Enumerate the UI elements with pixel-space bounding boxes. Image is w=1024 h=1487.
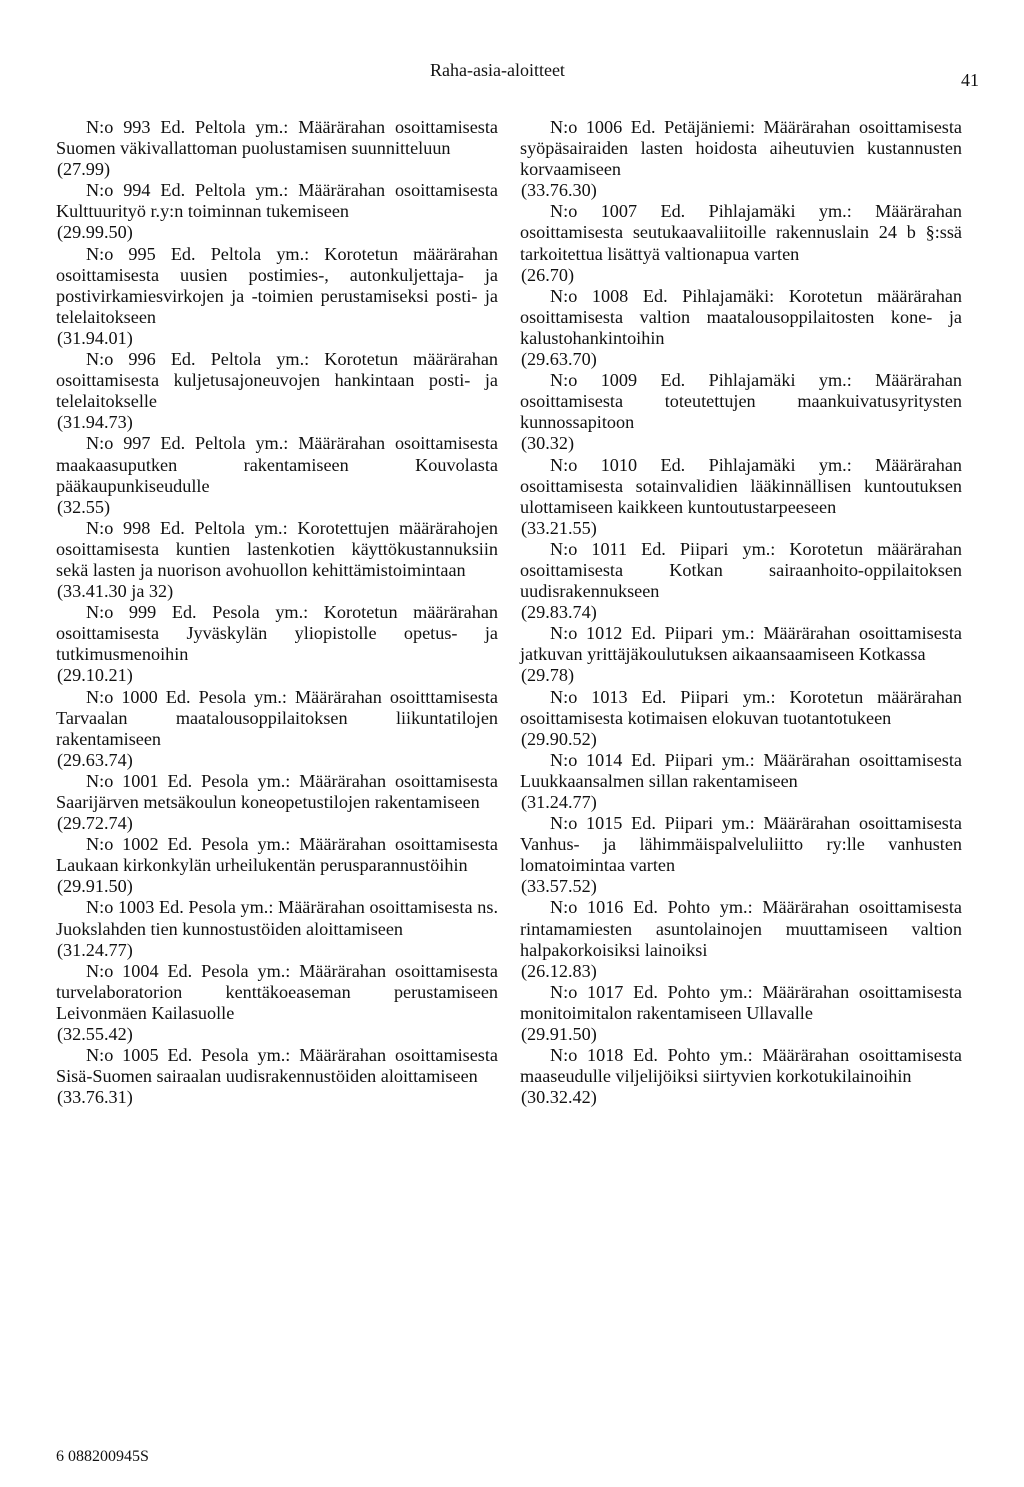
initiative-title: N:o 994 Ed. Peltola ym.: Määrärahan osoittamisesta Kulttuurityö r.y:n toiminnan tukemiseen [56,180,498,222]
initiative-title: N:o 1001 Ed. Pesola ym.: Määrärahan osoittamisesta Saarijärven metsäkoulun koneopetustilojen rakentamiseen [56,770,498,812]
budget-code: (31.94.73) [57,412,133,433]
initiative-title: N:o 1010 Ed. Pihlajamäki ym.: Määrärahan osoittamisesta sotainvalidien lääkinnällisen kuntoutuksen ulottamiseen kaikkeen kuntoutustarpeeseen [520,454,962,517]
initiative-title: N:o 1014 Ed. Piipari ym.: Määrärahan osoittamisesta Luukkaansalmen sillan rakentamiseen [520,749,962,791]
budget-code: (29.91.50) [57,876,133,897]
initiative-entry [56,687,498,771]
budget-code: (29.63.74) [57,749,133,770]
initiative-entry [56,433,498,517]
initiative-entry [520,455,962,539]
initiative-title: N:o 1007 Ed. Pihlajamäki ym.: Määrärahan osoittamisesta seutukaavaliitoille rakennuslain 24 b §:ssä tarkoitettua lisättyä valtionapua varten [520,201,962,264]
budget-code: (33.21.55) [521,517,597,538]
initiative-entry [520,117,962,201]
budget-code: (31.24.77) [57,939,133,960]
initiative-entry [56,961,498,1045]
budget-code: (32.55.42) [57,1024,133,1045]
initiative-entry [520,982,962,1045]
budget-code: (29.91.50) [521,1024,597,1045]
initiative-entry [56,349,498,433]
initiative-entry [56,897,498,960]
initiative-title: N:o 1013 Ed. Piipari ym.: Korotetun määrärahan osoittamisesta kotimaisen elokuvan tuotantotukeen [520,686,962,728]
right-column [520,117,962,1108]
initiative-title: N:o 1018 Ed. Pohto ym.: Määrärahan osoittamisesta maaseudulle viljelijöiksi siirtyvien korkotukilainoihin [520,1045,962,1087]
page-header [0,60,1024,90]
initiative-entry [56,602,498,686]
initiative-title: N:o 995 Ed. Peltola ym.: Korotetun määrärahan osoittamisesta uusien postimies-, autonkuljettaja- ja postivirkamiesvirkojen ja -toimien perustamiseksi posti- ja telelaitokseen [56,243,498,327]
budget-code: (33.76.30) [521,180,597,201]
initiative-entry [56,244,498,349]
budget-code: (32.55) [57,496,111,517]
initiative-title: N:o 1016 Ed. Pohto ym.: Määrärahan osoittamisesta rintamamiesten asuntolainojen muuttamiseen valtion halpakorkoisiksi lainoiksi [520,897,962,960]
initiative-title: N:o 1006 Ed. Petäjäniemi: Määrärahan osoittamisesta syöpäsairaiden lasten hoidosta aiheutuvien kustannusten korvaamiseen [520,117,962,180]
printing-signature: 6 088200945S [56,1448,149,1465]
initiative-title: N:o 1004 Ed. Pesola ym.: Määrärahan osoittamisesta turvelaboratorion kenttäkoeaseman perustamiseen Leivonmäen Kailasuolle [56,960,498,1023]
budget-code: (31.94.01) [57,327,133,348]
initiative-entry [56,180,498,243]
budget-code: (29.78) [521,665,575,686]
initiative-title: N:o 1009 Ed. Pihlajamäki ym.: Määrärahan osoittamisesta toteutettujen maankuivatusyritysten kunnossapitoon [520,370,962,433]
budget-code: (33.57.52) [521,876,597,897]
initiative-title: N:o 1002 Ed. Pesola ym.: Määrärahan osoittamisesta Laukaan kirkonkylän urheilukentän perusparannustöihin [56,834,498,876]
initiative-entry [520,539,962,623]
budget-code: (29.90.52) [521,728,597,749]
initiative-title: N:o 1003 Ed. Pesola ym.: Määrärahan osoittamisesta ns. Juokslahden tien kunnostustöiden aloittamiseen [56,897,498,939]
initiative-entry [56,834,498,897]
initiative-title: N:o 1011 Ed. Piipari ym.: Korotetun määrärahan osoittamisesta Kotkan sairaanhoito-oppilaitoksen uudisrakennukseen [520,538,962,602]
initiative-title: N:o 1008 Ed. Pihlajamäki: Korotetun määrärahan osoittamisesta valtion maatalousoppilaitosten kone- ja kalustohankintoihin [520,285,962,348]
initiative-entry [56,1045,498,1108]
budget-code: (29.72.74) [57,813,133,834]
initiative-entry [520,623,962,686]
initiative-title: N:o 997 Ed. Peltola ym.: Määrärahan osoittamisesta maakaasuputken rakentamiseen Kouvolasta pääkaupunkiseudulle [56,433,498,496]
initiative-entry [520,1045,962,1108]
initiative-entry [56,117,498,180]
initiative-title: N:o 993 Ed. Peltola ym.: Määrärahan osoittamisesta Suomen väkivallattoman puolustamisen suunnitteluun [56,117,498,159]
initiative-entry [520,201,962,285]
initiative-title: N:o 996 Ed. Peltola ym.: Korotetun määrärahan osoittamisesta kuljetusajoneuvojen hankintaan posti- ja telelaitokselle [56,349,498,412]
budget-code: (29.83.74) [521,602,597,623]
budget-code: (29.10.21) [57,665,133,686]
budget-code: (30.32) [521,433,575,454]
budget-code: (29.99.50) [57,222,133,243]
budget-code: (33.41.30 ja 32) [57,581,174,602]
budget-code: (27.99) [57,159,111,180]
initiative-entry [520,687,962,750]
budget-code: (33.76.31) [57,1087,133,1108]
initiative-title: N:o 1015 Ed. Piipari ym.: Määrärahan osoittamisesta Vanhus- ja lähimmäispalveluliitto ry:lle vanhusten lomatoimintaa varten [520,813,962,876]
budget-code: (31.24.77) [521,792,597,812]
initiative-entry [520,813,962,897]
initiative-title: N:o 1005 Ed. Pesola ym.: Määrärahan osoittamisesta Sisä-Suomen sairaalan uudisrakennustöiden aloittamiseen [56,1045,498,1087]
initiative-entry [56,771,498,834]
budget-code: (26.12.83) [521,960,597,981]
initiative-entry [520,370,962,454]
initiative-title: N:o 1017 Ed. Pohto ym.: Määrärahan osoittamisesta monitoimitalon rakentamiseen Ullavalle [520,981,962,1023]
running-title: Raha-asia-aloitteet [430,60,565,80]
initiative-entry [520,286,962,370]
page-number: 41 [961,70,979,90]
initiative-title: N:o 998 Ed. Peltola ym.: Korotettujen määrärahojen osoittamisesta kuntien lastenkotien käyttökustannuksiin sekä lasten ja nuorison avohuollon kehittämistoimintaan [56,517,498,580]
initiative-title: N:o 999 Ed. Pesola ym.: Korotetun määrärahan osoittamisesta Jyväskylän yliopistolle opetus- ja tutkimusmenoihin [56,602,498,665]
budget-code: (26.70) [521,264,575,285]
initiative-title: N:o 1000 Ed. Pesola ym.: Määrärahan osoitttamisesta Tarvaalan maatalousoppilaitoksen liikuntatilojen rakentamiseen [56,686,498,749]
initiative-entry [56,518,498,602]
initiative-entry [520,750,962,813]
initiative-title: N:o 1012 Ed. Piipari ym.: Määrärahan osoittamisesta jatkuvan yrittäjäkoulutuksen aikaansaamiseen Kotkassa [520,623,962,665]
left-column [56,117,498,1108]
budget-code: (30.32.42) [521,1087,597,1108]
budget-code: (29.63.70) [521,349,597,370]
initiative-entry [520,897,962,981]
